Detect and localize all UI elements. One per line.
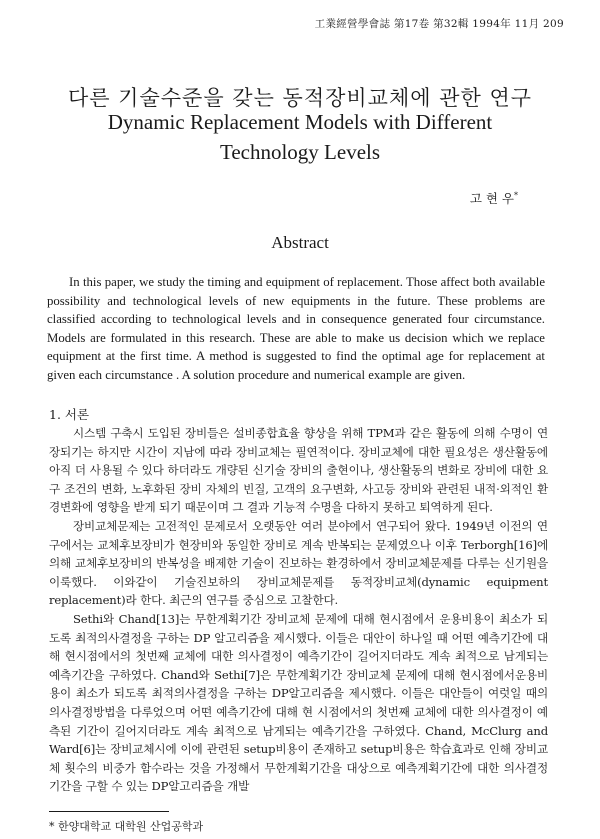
footnote: * 한양대학교 대학원 산업공학과 [49, 820, 204, 833]
title-korean: 다른 기술수준을 갖는 동적장비교체에 관한 연구 [67, 86, 533, 110]
section-heading: 1. 서론 [49, 407, 90, 422]
author [470, 189, 518, 207]
footnote-divider [49, 811, 169, 812]
abstract-heading: Abstract [271, 233, 329, 252]
body-text [49, 424, 548, 796]
author-name: 고 현 우 [469, 191, 514, 206]
running-header: 工業經營學會誌 第17卷 第32輯 1994年 11月 209 [314, 18, 564, 30]
title-english-line-1: Dynamic Replacement Models with Different [107, 110, 493, 134]
paragraph: 시스템 구축시 도입된 장비들은 설비종합효율 향상을 위해 TPM과 같은 활동에 의해 수명이 연장되기는 하지만 시간이 지남에 따라 장비교체는 필연적이다. 장비교체에 대한 필요성은 생산활동에 아직 더 사용될 수 있다 하더라도 개량된 신기술 장비의 출현이나, 생산활동의 변화로 장비에 대한 요구 조건의 변화, 노후화된 장비 자체의 빈질, 고객의 요구변화, 사고등 장비와 관련된 내적·외적인 환경변화에 영향을 받게 되기 때문이며 그 결과 기능적 수명을 다하지 못하고 퇴역하게 된다. [49, 426, 548, 515]
title-english-line-2: Technology Levels [219, 140, 381, 164]
paragraph: Sethi와 Chand[13]는 무한계획기간 장비교체 문제에 대해 현시점에서 운용비용이 최소가 되도록 최적의사결정을 구하는 DP 알고리즘을 제시했다. 이들은 대안이 하나일 때 어떤 예측기간에 대해 현시점에서의 첫번째 교체에 대한 의사결정이 예측기간이 길어지더라도 계속 최적으로 남게되는 예측기간을 구하였다. Chand와 Sethi[7]은 무한계획기간 장비교체 문제에 대해 현시점에서운용비용이 최소가 되도록 최적의사결정을 구하는 DP알고리즘을 제시했다. 이들은 대안들이 여럿일 때의 의사결정방법을 다루었으며 어떤 예측기간에 대해 현 시점에서의 첫번째 교체에 대한 의사결정이 예측된 기간이 길어지더라도 계속 최적으로 남게되는 예측기간을 구하였다. Chand, McClurg and Ward[6]는 장비교체시에 이에 관련된 setup비용이 존재하고 setup비용은 학습효과로 인해 장비교체 횟수의 비중가 함수라는 것을 가정해서 무한계획기간을 대상으로 예측계획기간에 대한 의사결정 기간을 구할 수 있는 DP알고리즘을 개발 [49, 611, 548, 794]
author-footnote-mark: * [514, 190, 518, 200]
abstract-text: In this paper, we study the timing and equipment of replacement. Those affect both available possibility and technological levels of new equipments in the future. These problems are classified according to technological levels and in consequence generated four circumstance. Models are formulated in this research. These are able to make us decision which we replace equipment at the first time. A method is suggested to find the optimal age for replacement at given each circumstance . A solution procedure and numerical example are given. [47, 275, 545, 382]
paragraph: 장비교체문제는 고전적인 문제로서 오랫동안 여러 분야에서 연구되어 왔다. 1949년 이전의 연구에서는 교체후보장비가 현장비와 동일한 장비로 계속 반복되는 문제였으나 이후 Terborgh[16]에 의해 교체후보장비의 반복성을 배제한 기술이 진보하는 환경하에서 장비교체문제를 다루는 신기원을 이룩했다. 이와같이 기술진보하의 장비교체문제를 동적장비교체(dynamic equipment replacement)라 한다. 최근의 연구를 중심으로 고찰한다. [49, 518, 548, 608]
